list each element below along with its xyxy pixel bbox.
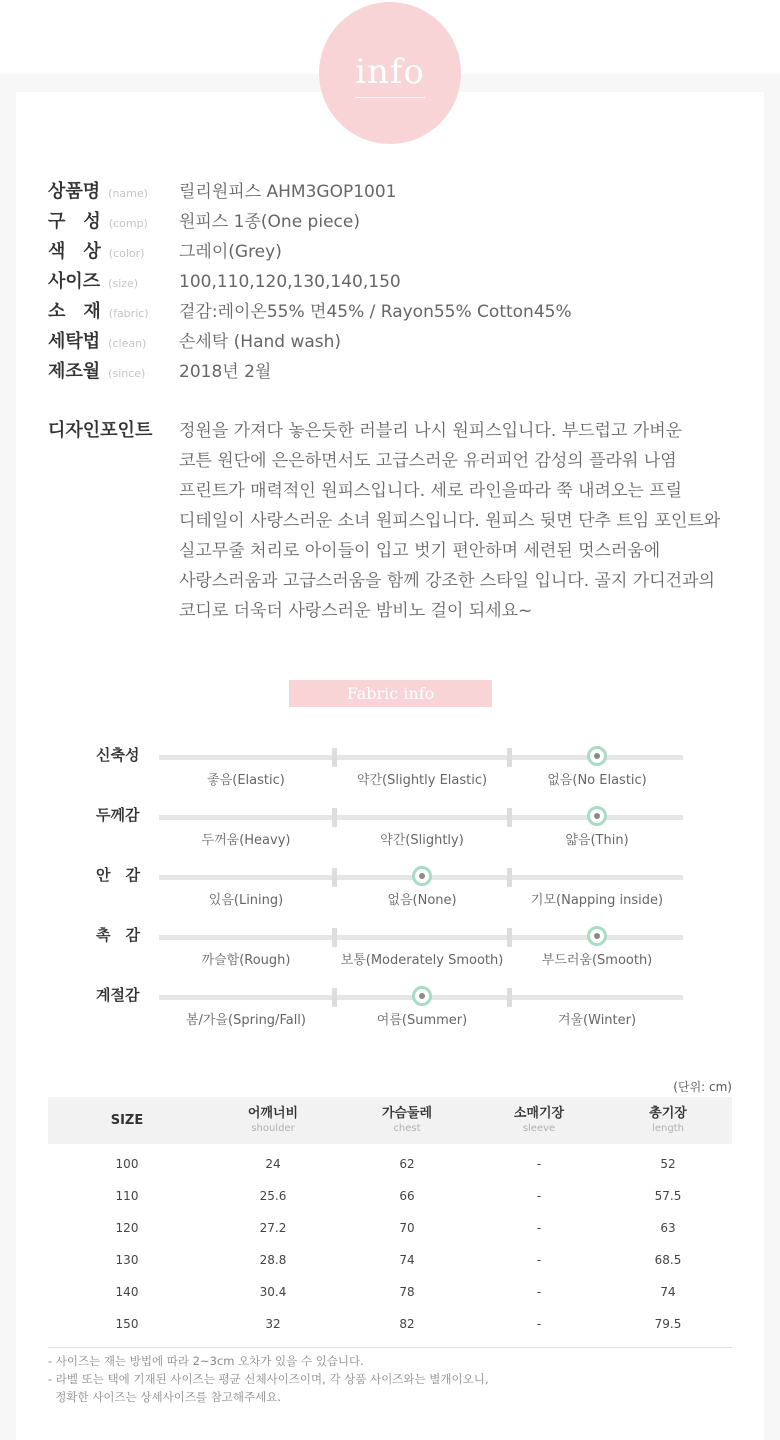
- table-cell: 150: [115, 1317, 139, 1331]
- selected-marker: [412, 866, 432, 886]
- design-point-heading: 디자인포인트: [48, 420, 153, 441]
- fabric-option: 여름(Summer): [376, 1013, 468, 1028]
- header-ko: SIZE: [110, 1113, 144, 1128]
- design-point-line: 정원을 가져다 놓은듯한 러블리 나시 원피스입니다. 부드럽고 가벼운: [179, 421, 683, 441]
- header-ko: 어깨너비: [247, 1105, 299, 1121]
- table-cell: 120: [115, 1221, 139, 1235]
- info-row-size: [48, 267, 401, 297]
- table-cell: 74: [399, 1253, 415, 1267]
- header-ko: 소매기장: [513, 1105, 565, 1121]
- info-key: 세탁법: [48, 331, 101, 352]
- table-cell: 27.2: [259, 1221, 287, 1235]
- fabric-scale-track: [159, 815, 683, 820]
- info-value: 겉감:레이온55% 면45% / Rayon55% Cotton45%: [179, 302, 572, 322]
- selected-marker: [412, 986, 432, 1006]
- info-key: 제조월: [48, 361, 101, 382]
- fabric-option: 있음(Lining): [208, 893, 284, 908]
- table-cell: 70: [399, 1221, 415, 1235]
- info-value: 100,110,120,130,140,150: [179, 272, 401, 292]
- header-shoulder: [206, 1097, 340, 1144]
- info-row-since: [48, 357, 272, 387]
- table-row: [48, 1144, 732, 1180]
- info-row-clean: [48, 327, 342, 357]
- note-line: 정확한 사이즈는 상세사이즈를 참고해주세요.: [48, 1390, 282, 1404]
- header-en: chest: [393, 1122, 421, 1134]
- table-cell: 79.5: [654, 1317, 682, 1331]
- scale-tick: [507, 988, 512, 1007]
- fabric-row-label: 계절감: [96, 986, 140, 1004]
- fabric-row-label: 촉 감: [96, 926, 140, 944]
- info-sub: (comp): [108, 217, 148, 230]
- size-table-header: [48, 1097, 732, 1144]
- design-point-line: 코디로 더욱더 사랑스러운 밤비노 걸이 되세요~: [179, 601, 533, 621]
- fabric-option: 약간(Slightly): [380, 833, 464, 848]
- scale-tick: [507, 748, 512, 767]
- table-cell: 57.5: [654, 1189, 682, 1203]
- scale-tick: [507, 808, 512, 827]
- info-sub: (clean): [108, 337, 147, 350]
- scale-tick: [332, 988, 337, 1007]
- info-key: 소 재: [48, 301, 101, 322]
- table-cell: 52: [660, 1157, 676, 1171]
- fabric-row-label: 신축성: [96, 746, 140, 764]
- table-cell: 32: [265, 1317, 281, 1331]
- header-en: length: [652, 1122, 684, 1134]
- fabric-option: 두꺼움(Heavy): [201, 833, 291, 848]
- fabric-row-label: 두께감: [96, 806, 140, 824]
- scale-tick: [332, 748, 337, 767]
- table-cell: 28.8: [259, 1253, 287, 1267]
- fabric-option: 겨울(Winter): [557, 1013, 637, 1028]
- design-point-line: 프린트가 매력적인 원피스입니다. 세로 라인을따라 쭉 내려오는 프릴: [179, 481, 683, 501]
- design-point-line: 디테일이 사랑스러운 소녀 원피스입니다. 원피스 뒷면 단추 트임 포인트와: [179, 511, 721, 531]
- info-key: 색 상: [48, 241, 101, 262]
- fabric-scale-track: [159, 755, 683, 760]
- table-cell: 66: [399, 1189, 415, 1203]
- info-sub: (name): [108, 187, 148, 200]
- note-line: - 라벨 또는 택에 기재된 사이즈는 평균 신체사이즈이며, 각 상품 사이즈와는 별개이오니,: [48, 1372, 489, 1386]
- design-point-text: [179, 416, 769, 626]
- table-cell: -: [536, 1253, 542, 1267]
- table-cell: -: [536, 1157, 542, 1171]
- table-cell: 62: [399, 1157, 415, 1171]
- fabric-row-season: [0, 986, 780, 1055]
- note-line: - 사이즈는 재는 방법에 따라 2~3cm 오차가 있을 수 있습니다.: [48, 1354, 364, 1368]
- table-cell: -: [536, 1285, 542, 1299]
- table-bottom-divider: [48, 1347, 732, 1348]
- scale-tick: [332, 808, 337, 827]
- table-cell: 140: [115, 1285, 139, 1299]
- info-badge: [319, 2, 461, 144]
- table-cell: -: [536, 1317, 542, 1331]
- header-en: shoulder: [251, 1122, 295, 1134]
- info-key: 상품명: [48, 181, 101, 202]
- fabric-option: 좋음(Elastic): [207, 773, 285, 788]
- table-row: [48, 1276, 732, 1308]
- table-cell: 30.4: [259, 1285, 287, 1299]
- fabric-option: 까슬함(Rough): [201, 953, 291, 968]
- table-row: [48, 1308, 732, 1340]
- header-size: [48, 1097, 206, 1144]
- selected-marker: [587, 806, 607, 826]
- header-length: [604, 1097, 732, 1144]
- table-cell: 110: [115, 1189, 139, 1203]
- design-point-line: 코튼 원단에 은은하면서도 고급스러운 유러피언 감성의 플라워 나염: [179, 451, 677, 471]
- table-cell: 74: [660, 1285, 676, 1299]
- fabric-option: 보통(Moderately Smooth): [340, 953, 504, 968]
- fabric-option: 기모(Napping inside): [530, 893, 664, 908]
- table-cell: -: [536, 1189, 542, 1203]
- info-row-fabric: [48, 297, 572, 327]
- table-cell: 68.5: [654, 1253, 682, 1267]
- design-point-line: 실고무줄 처리로 아이들이 입고 벗기 편안하며 세련된 멋스러움에: [179, 541, 661, 561]
- info-row-color: [48, 237, 282, 267]
- scale-tick: [332, 868, 337, 887]
- fabric-option: 얇음(Thin): [565, 833, 629, 848]
- fabric-option: 없음(None): [387, 893, 457, 908]
- info-value: 손세탁 (Hand wash): [179, 332, 342, 352]
- table-cell: 82: [399, 1317, 415, 1331]
- table-cell: -: [536, 1221, 542, 1235]
- info-sub: (color): [108, 247, 145, 260]
- fabric-row-label: 안 감: [96, 866, 140, 884]
- info-row-comp: [48, 207, 360, 237]
- info-value: 2018년 2월: [179, 362, 272, 382]
- info-sub: (since): [108, 367, 146, 380]
- fabric-info-title: Fabric info: [289, 680, 492, 707]
- info-sub: (size): [108, 277, 139, 290]
- fabric-option: 약간(Slightly Elastic): [356, 773, 488, 788]
- table-row: [48, 1180, 732, 1212]
- header-sleeve: [474, 1097, 604, 1144]
- table-row: [48, 1212, 732, 1244]
- scale-tick: [507, 928, 512, 947]
- fabric-scale-track: [159, 995, 683, 1000]
- table-cell: 24: [265, 1157, 281, 1171]
- table-row: [48, 1244, 732, 1276]
- table-cell: 25.6: [259, 1189, 287, 1203]
- info-key: 구 성: [48, 211, 101, 232]
- fabric-option: 봄/가을(Spring/Fall): [185, 1013, 306, 1028]
- info-row-name: [48, 177, 397, 207]
- fabric-option: 부드러움(Smooth): [541, 953, 653, 968]
- header-ko: 총기장: [649, 1105, 687, 1121]
- header-en: sleeve: [522, 1122, 556, 1134]
- info-badge-label: info: [319, 52, 461, 92]
- selected-marker: [587, 926, 607, 946]
- size-table: [48, 1097, 732, 1340]
- table-cell: 63: [660, 1221, 676, 1235]
- scale-tick: [332, 928, 337, 947]
- size-unit: (단위: cm): [673, 1080, 732, 1094]
- size-notes: [48, 1352, 488, 1406]
- selected-marker: [587, 746, 607, 766]
- fabric-scale-track: [159, 875, 683, 880]
- info-value: 원피스 1종(One piece): [179, 212, 360, 232]
- scale-tick: [507, 868, 512, 887]
- info-value: 릴리원피스 AHM3GOP1001: [179, 182, 397, 202]
- design-point-line: 사랑스러움과 고급스러움을 함께 강조한 스타일 입니다. 골지 가디건과의: [179, 571, 715, 591]
- table-cell: 100: [115, 1157, 139, 1171]
- table-cell: 78: [399, 1285, 415, 1299]
- table-cell: 130: [115, 1253, 139, 1267]
- fabric-scale-track: [159, 935, 683, 940]
- header-chest: [340, 1097, 474, 1144]
- info-sub: (fabric): [108, 307, 149, 320]
- info-value: 그레이(Grey): [179, 242, 282, 262]
- fabric-option: 없음(No Elastic): [547, 773, 647, 788]
- header-ko: 가슴둘레: [381, 1105, 433, 1121]
- info-key: 사이즈: [48, 271, 101, 292]
